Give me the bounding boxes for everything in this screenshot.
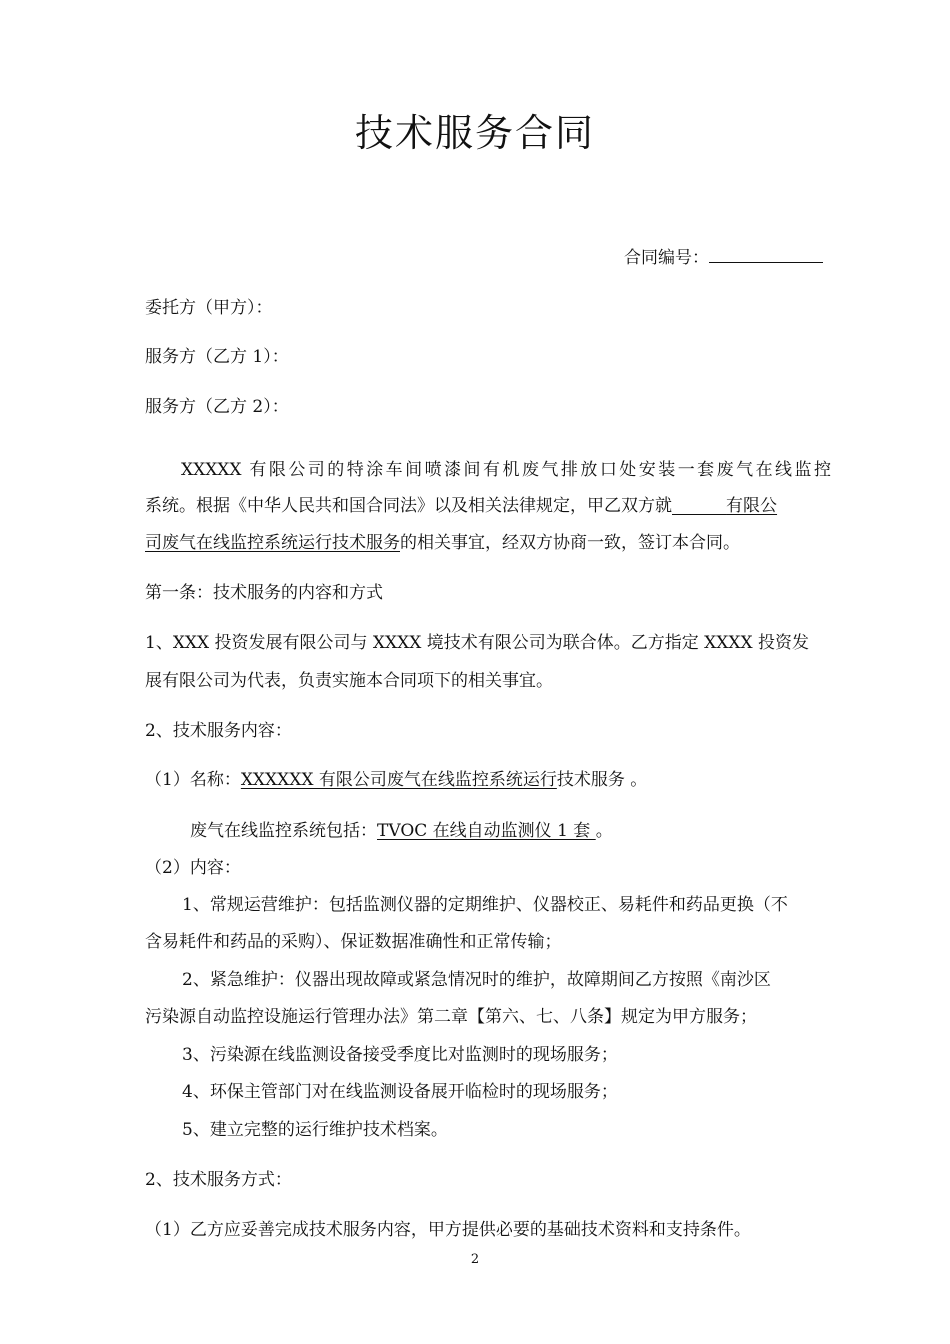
service-name-value: XXXXXX 有限公司废气在线监控系统运行 (240, 770, 557, 790)
intro-line-2 (145, 495, 777, 517)
method-1: （1）乙方应妥善完成技术服务内容，甲方提供必要的基础技术资料和支持条件。 (145, 1220, 751, 1240)
intro-line-1: XXXXX 有限公司的特涂车间喷漆间有机废气排放口处安装一套废气在线监控 (181, 460, 831, 480)
article-1-heading: 第一条：技术服务的内容和方式 (145, 583, 383, 603)
item-1-line-2: 展有限公司为代表，负责实施本合同项下的相关事宜。 (145, 671, 553, 691)
intro-line-3-text: 的相关事宜，经双方协商一致，签订本合同。 (400, 533, 740, 553)
intro-underlined-blank (672, 496, 726, 516)
content-item-3: 3、污染源在线监测设备接受季度比对监测时的现场服务； (182, 1045, 618, 1065)
content-item-1-line-1: 1、常规运营维护：包括监测仪器的定期维护、仪器校正、易耗件和药品更换（不 (182, 895, 788, 915)
contract-number-blank (709, 246, 823, 263)
intro-line-3-underlined: 司废气在线监控系统运行技术服务 (145, 533, 400, 553)
content-item-5: 5、建立完整的运行维护技术档案。 (182, 1120, 448, 1140)
content-item-1-line-2: 含易耗件和药品的采购）、保证数据准确性和正常传输； (145, 932, 562, 952)
intro-line-3 (145, 532, 740, 554)
content-label: （2）内容： (145, 858, 241, 878)
system-tail: 。 (595, 821, 613, 841)
party-b1-label: 服务方（乙方 1）： (145, 347, 289, 367)
party-b2-label: 服务方（乙方 2）： (145, 397, 289, 417)
contract-number-label: 合同编号： (624, 248, 709, 268)
item-3-heading: 2、技术服务方式： (145, 1170, 292, 1190)
service-name-row (145, 769, 647, 791)
page-number: 2 (470, 1252, 480, 1267)
item-2-heading: 2、技术服务内容： (145, 721, 292, 741)
service-name-label: （1）名称： (145, 770, 241, 790)
intro-line-2-text: 系统。根据《中华人民共和国合同法》以及相关法律规定，甲乙双方就 (145, 496, 672, 516)
service-name-tail: 技术服务 。 (556, 770, 648, 790)
content-item-2-line-2: 污染源自动监控设施运行管理办法》第二章【第六、七、八条】规定为甲方服务； (145, 1007, 757, 1027)
content-item-2-line-1: 2、紧急维护：仪器出现故障或紧急情况时的维护，故障期间乙方按照《南沙区 (182, 970, 771, 990)
item-1-line-1: 1、XXX 投资发展有限公司与 XXXX 境技术有限公司为联合体。乙方指定 XXXX 投资发 (145, 633, 809, 653)
system-row (190, 820, 613, 842)
system-label: 废气在线监控系统包括： (190, 821, 377, 841)
contract-number-row (624, 246, 823, 269)
document-title: 技术服务合同 (354, 111, 595, 155)
content-item-4: 4、环保主管部门对在线监测设备展开临检时的现场服务； (182, 1082, 618, 1102)
party-a-label: 委托方（甲方）： (145, 298, 273, 318)
system-value: TVOC 在线自动监测仪 1 套 (377, 821, 596, 841)
intro-line-2-underlined: 有限公 (726, 496, 778, 516)
